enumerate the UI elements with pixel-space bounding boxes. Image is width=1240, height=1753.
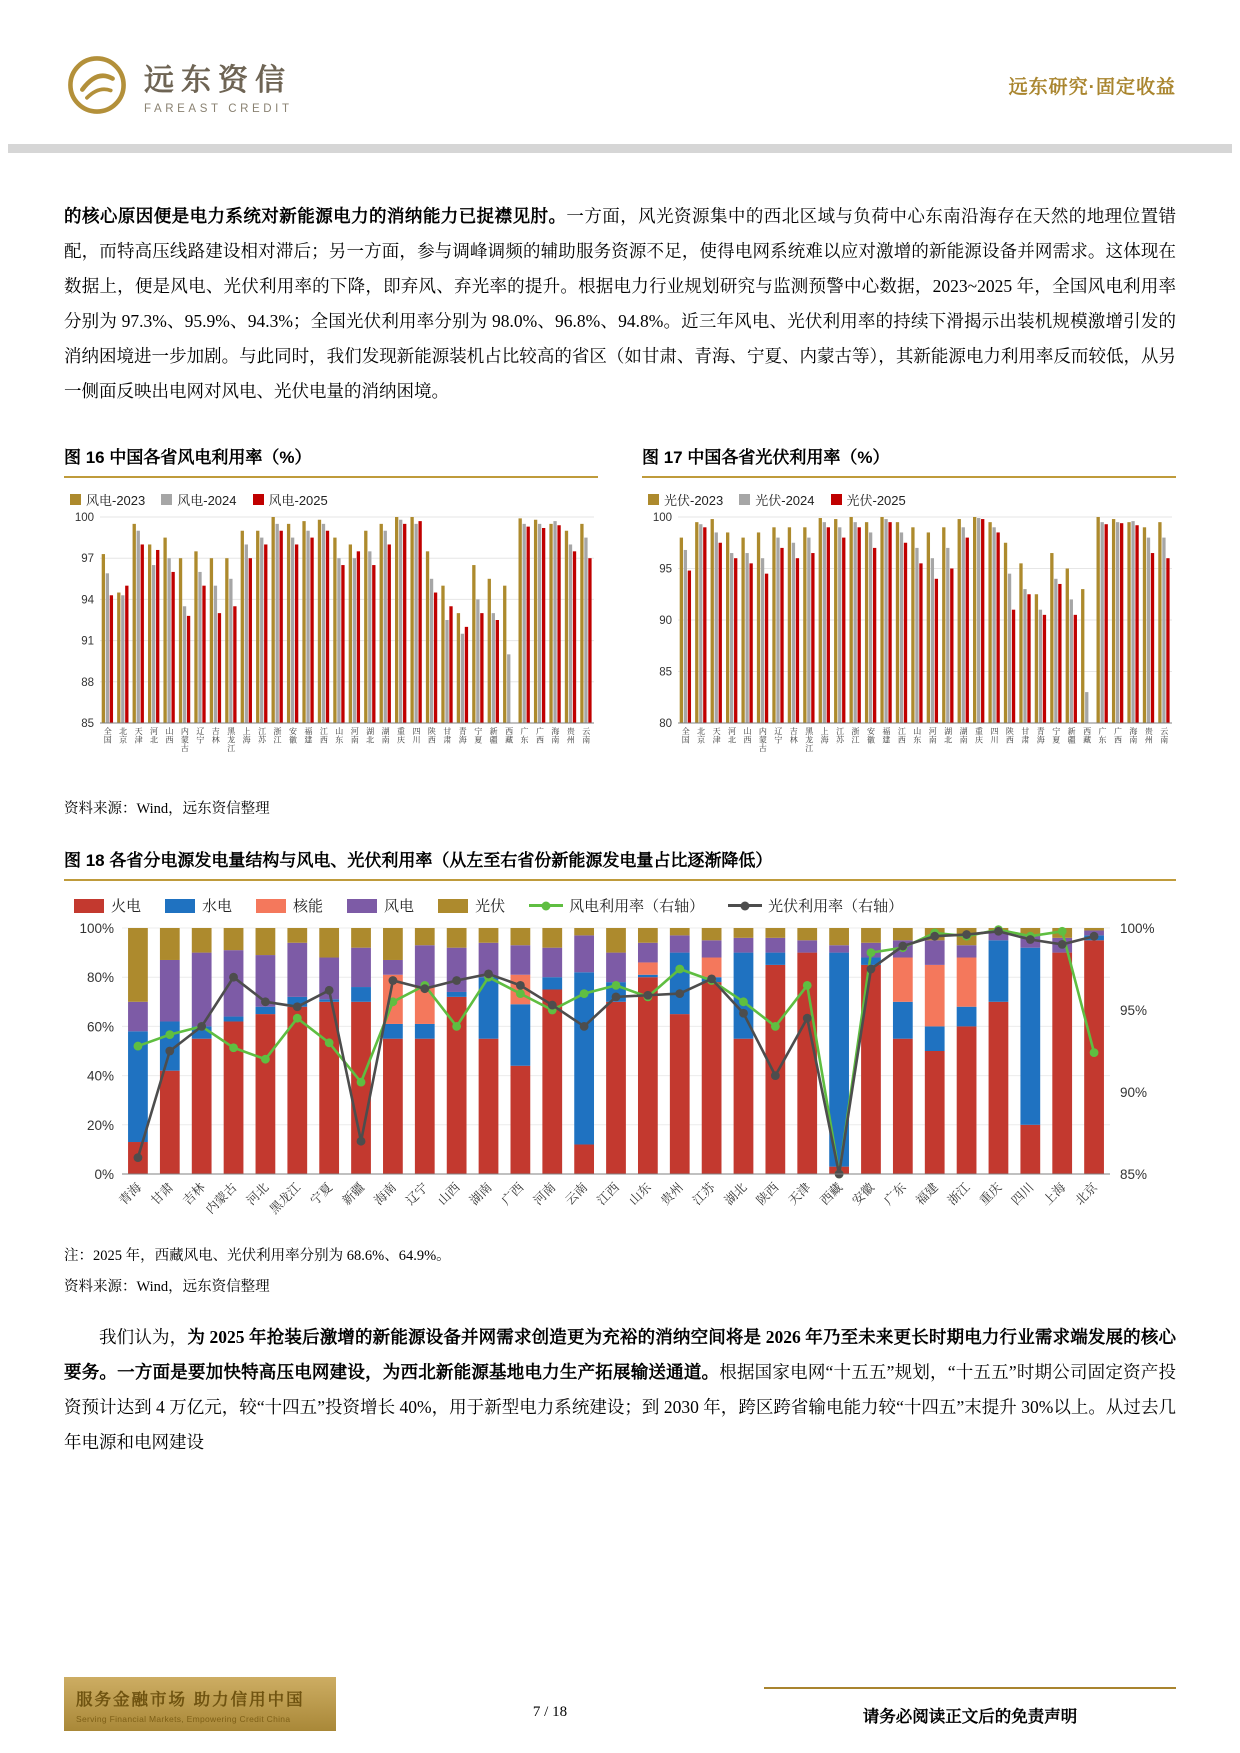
svg-text:山: 山: [743, 727, 752, 736]
svg-text:88: 88: [81, 676, 94, 689]
svg-text:云: 云: [582, 727, 591, 736]
svg-text:江苏: 江苏: [690, 1180, 718, 1208]
svg-text:广: 广: [535, 727, 544, 736]
svg-text:安徽: 安徽: [849, 1180, 878, 1208]
figure-16-title: 图 16 中国各省风电利用率（%）: [64, 443, 598, 478]
svg-text:江: 江: [319, 727, 328, 736]
svg-text:蒙: 蒙: [180, 735, 189, 745]
svg-text:建: 建: [882, 735, 891, 745]
header-series-title: 远东研究·固定收益: [1008, 76, 1176, 98]
svg-text:40%: 40%: [86, 1068, 114, 1084]
svg-text:云: 云: [1160, 727, 1169, 736]
svg-text:西: 西: [1113, 735, 1122, 745]
svg-text:东: 东: [520, 735, 529, 745]
figure-17-chart: [642, 511, 1176, 787]
source-note-1: 资料来源：Wind，远东资信整理: [64, 801, 270, 817]
svg-text:青海: 青海: [116, 1180, 145, 1208]
paragraph-2: [64, 1320, 1176, 1460]
svg-text:吉: 吉: [789, 727, 798, 736]
svg-text:四: 四: [990, 727, 999, 736]
legend-item: [165, 895, 232, 916]
svg-text:京: 京: [697, 735, 706, 745]
figure-17-title: 图 17 中国各省光伏利用率（%）: [642, 443, 1176, 478]
svg-text:西: 西: [1005, 735, 1014, 745]
svg-text:95: 95: [659, 563, 672, 576]
svg-text:南: 南: [551, 735, 560, 745]
legend-item: [739, 490, 814, 509]
svg-text:天: 天: [712, 727, 721, 736]
svg-text:国: 国: [103, 735, 112, 745]
paragraph-1: [64, 199, 1176, 409]
svg-text:疆: 疆: [1067, 735, 1076, 745]
svg-text:夏: 夏: [1052, 735, 1061, 745]
svg-text:内蒙古: 内蒙古: [203, 1180, 240, 1217]
figure-18-note: 注：2025 年，西藏风电、光伏利用率分别为 68.6%、64.9%。: [64, 1248, 451, 1264]
svg-text:100: 100: [652, 512, 672, 524]
svg-text:全: 全: [103, 727, 112, 736]
svg-text:安: 安: [866, 727, 875, 736]
svg-text:河: 河: [728, 727, 737, 736]
svg-text:辽: 辽: [774, 727, 783, 736]
svg-text:江: 江: [227, 744, 236, 754]
page-header: [64, 0, 1176, 118]
disclaimer-text: 请务必阅读正文后的免责声明: [764, 1687, 1176, 1727]
fareast-credit-logo-icon: [64, 52, 130, 118]
logo-text: [144, 55, 293, 115]
svg-text:肃: 肃: [1021, 735, 1030, 745]
svg-text:河: 河: [928, 727, 937, 736]
figure-17-legend: [648, 490, 1176, 509]
paragraph-1-bold: 的核心原因便是电力系统对新能源电力的消纳能力已捉襟见肘。: [64, 206, 567, 226]
svg-text:南: 南: [350, 735, 359, 745]
svg-text:西: 西: [427, 735, 436, 745]
svg-text:江: 江: [805, 744, 814, 754]
svg-text:苏: 苏: [258, 735, 267, 745]
svg-text:河北: 河北: [243, 1180, 272, 1208]
svg-text:85: 85: [659, 666, 672, 679]
svg-text:湖北: 湖北: [722, 1180, 750, 1208]
svg-text:云南: 云南: [562, 1180, 591, 1208]
svg-text:上: 上: [820, 727, 829, 736]
svg-text:东: 东: [1098, 735, 1107, 745]
legend-label: 水电: [202, 898, 233, 915]
source-note-2: 资料来源：Wind，远东资信整理: [64, 1279, 270, 1295]
figure-18: [64, 846, 1176, 1230]
figure-17: [642, 443, 1176, 787]
svg-text:庆: 庆: [975, 735, 984, 745]
svg-text:重: 重: [975, 727, 984, 736]
svg-text:南: 南: [959, 735, 968, 745]
svg-text:陕: 陕: [427, 727, 436, 736]
svg-text:四川: 四川: [1008, 1180, 1037, 1208]
svg-text:徽: 徽: [288, 735, 297, 745]
svg-text:南: 南: [1160, 735, 1169, 745]
svg-text:85: 85: [81, 718, 94, 730]
svg-text:内: 内: [758, 727, 767, 736]
svg-text:海: 海: [458, 735, 467, 745]
svg-text:江: 江: [258, 727, 267, 736]
svg-text:海: 海: [820, 735, 829, 745]
svg-text:北: 北: [119, 727, 128, 736]
svg-text:浙江: 浙江: [945, 1180, 973, 1208]
svg-text:80%: 80%: [86, 970, 114, 986]
svg-text:山西: 山西: [435, 1180, 463, 1208]
logo: [64, 52, 293, 118]
footer-motto-cn: 服务金融市场 助力信用中国: [76, 1691, 305, 1709]
svg-text:20%: 20%: [86, 1117, 114, 1133]
legend-item: [74, 895, 141, 916]
svg-text:宁: 宁: [474, 727, 483, 736]
svg-text:肃: 肃: [443, 735, 452, 745]
svg-text:南: 南: [381, 735, 390, 745]
svg-text:江: 江: [273, 735, 282, 745]
svg-text:湖: 湖: [366, 727, 375, 736]
svg-text:江西: 江西: [594, 1180, 623, 1208]
svg-text:天: 天: [134, 727, 143, 736]
svg-text:福建: 福建: [913, 1180, 941, 1208]
svg-text:广: 广: [1098, 727, 1107, 736]
svg-text:西: 西: [319, 735, 328, 745]
svg-text:古: 古: [758, 744, 767, 754]
svg-text:湖: 湖: [959, 727, 968, 736]
svg-text:建: 建: [304, 735, 313, 745]
svg-text:西: 西: [165, 735, 174, 745]
svg-text:徽: 徽: [866, 735, 875, 745]
svg-text:藏: 藏: [1083, 735, 1092, 745]
svg-text:陕西: 陕西: [753, 1180, 782, 1208]
svg-text:藏: 藏: [505, 735, 514, 745]
svg-text:川: 川: [990, 735, 999, 745]
figure-16-legend: [70, 490, 598, 509]
svg-text:古: 古: [180, 744, 189, 754]
svg-text:全: 全: [681, 727, 690, 736]
svg-text:河南: 河南: [530, 1180, 559, 1208]
svg-text:100: 100: [74, 512, 94, 524]
svg-text:京: 京: [119, 735, 128, 745]
figure-row: [64, 443, 1176, 787]
svg-text:川: 川: [412, 735, 421, 745]
svg-text:95%: 95%: [1120, 1003, 1148, 1018]
svg-text:庆: 庆: [397, 735, 406, 745]
svg-text:夏: 夏: [474, 735, 483, 745]
svg-text:广东: 广东: [881, 1180, 909, 1208]
figure-18-chart: [64, 920, 1176, 1230]
svg-text:广: 广: [520, 727, 529, 736]
svg-text:疆: 疆: [489, 735, 498, 745]
svg-text:新: 新: [489, 727, 498, 736]
svg-text:山: 山: [335, 727, 344, 736]
footer-motto-plaque: [64, 1677, 336, 1731]
svg-text:江: 江: [897, 727, 906, 736]
svg-text:江: 江: [836, 727, 845, 736]
svg-text:山: 山: [165, 727, 174, 736]
svg-text:贵: 贵: [1144, 727, 1153, 736]
svg-text:浙: 浙: [273, 727, 282, 736]
svg-text:西: 西: [897, 735, 906, 745]
legend-label: 光伏利用率（右轴）: [768, 898, 904, 915]
svg-text:北: 北: [366, 735, 375, 745]
svg-text:黑: 黑: [805, 727, 814, 736]
svg-text:浙: 浙: [851, 727, 860, 736]
legend-item: [253, 490, 328, 509]
legend-item: [728, 895, 903, 916]
svg-text:吉: 吉: [211, 727, 220, 736]
legend-item: [529, 895, 704, 916]
svg-text:100%: 100%: [79, 921, 114, 936]
svg-text:山东: 山东: [626, 1180, 654, 1208]
svg-text:新疆: 新疆: [339, 1180, 368, 1208]
svg-text:天津: 天津: [785, 1180, 814, 1208]
svg-text:青: 青: [458, 727, 467, 736]
page-footer: [64, 1677, 1176, 1731]
figure-18-title: 图 18 各省分电源发电量结构与风电、光伏利用率（从左至右省份新能源发电量占比逐渐降低）: [64, 846, 1176, 881]
svg-text:林: 林: [789, 735, 798, 745]
svg-text:辽: 辽: [196, 727, 205, 736]
svg-text:广西: 广西: [498, 1180, 527, 1208]
svg-text:甘: 甘: [1021, 727, 1030, 736]
svg-text:黑龙江: 黑龙江: [266, 1180, 304, 1217]
svg-text:西: 西: [1083, 727, 1092, 736]
svg-text:福: 福: [304, 727, 313, 736]
svg-text:广: 广: [1113, 727, 1122, 736]
svg-text:91: 91: [81, 635, 94, 648]
legend-label: 光伏: [475, 898, 506, 915]
svg-text:四: 四: [412, 727, 421, 736]
svg-text:龙: 龙: [227, 735, 236, 745]
svg-text:津: 津: [134, 735, 143, 745]
svg-text:林: 林: [211, 735, 220, 745]
svg-text:津: 津: [712, 735, 721, 745]
svg-text:甘肃: 甘肃: [148, 1180, 176, 1208]
svg-text:湖南: 湖南: [467, 1180, 495, 1208]
svg-text:宁: 宁: [774, 735, 783, 745]
svg-text:0%: 0%: [94, 1167, 114, 1182]
svg-text:安: 安: [288, 727, 297, 736]
svg-text:北: 北: [944, 735, 953, 745]
svg-text:南: 南: [1129, 735, 1138, 745]
svg-text:海: 海: [1129, 727, 1138, 736]
svg-text:上: 上: [242, 727, 251, 736]
legend-item: [648, 490, 723, 509]
paragraph-2-bold: 为 2025 年抢装后激增的新能源设备并网需求创造更为充裕的消纳空间将是 2026 年乃至未来更长时期电力行业需求端发展的核心要务。一方面是要加快特高压电网建设，为西北新能源基地电力生产拓展输送通道。: [64, 1327, 1177, 1382]
legend-label: 光伏-2024: [755, 493, 815, 508]
svg-text:海: 海: [551, 727, 560, 736]
svg-text:100%: 100%: [1120, 921, 1155, 936]
legend-item: [256, 895, 323, 916]
legend-item: [347, 895, 414, 916]
svg-text:福: 福: [882, 727, 891, 736]
svg-text:湖: 湖: [381, 727, 390, 736]
legend-item: [161, 490, 236, 509]
legend-item: [70, 490, 145, 509]
svg-text:州: 州: [566, 735, 575, 745]
svg-text:蒙: 蒙: [758, 735, 767, 745]
svg-text:60%: 60%: [86, 1019, 114, 1035]
svg-text:东: 东: [335, 735, 344, 745]
svg-text:西藏: 西藏: [817, 1180, 846, 1208]
legend-label: 风电利用率（右轴）: [569, 898, 705, 915]
svg-text:甘: 甘: [443, 727, 452, 736]
svg-text:94: 94: [81, 594, 94, 607]
svg-text:海南: 海南: [371, 1180, 400, 1208]
paragraph-2-intro: 我们认为，: [99, 1327, 188, 1347]
header-divider: [8, 144, 1232, 153]
legend-label: 光伏-2023: [664, 493, 724, 508]
svg-text:北: 北: [728, 735, 737, 745]
svg-text:宁: 宁: [196, 735, 205, 745]
svg-text:北京: 北京: [1072, 1180, 1101, 1208]
page-number: 7 / 18: [532, 1704, 568, 1720]
svg-text:90%: 90%: [1120, 1085, 1148, 1100]
logo-name-cn: 远东资信: [144, 64, 292, 97]
legend-label: 火电: [111, 898, 142, 915]
paragraph-2-rest: 根据国家电网“十五五”规划，“十五五”时期公司固定资产投资预计达到 4 万亿元，较“十四五”投资增长 40%，用于新型电力系统建设；到 2030 年，跨区跨省输电能力较“十四五”末提升 30%以上。从过去几年电源和电网建设: [64, 1362, 1176, 1452]
svg-text:贵: 贵: [566, 727, 575, 736]
svg-text:贵州: 贵州: [658, 1180, 686, 1208]
svg-text:西: 西: [535, 735, 544, 745]
svg-text:宁夏: 宁夏: [307, 1180, 336, 1208]
legend-label: 风电-2023: [86, 493, 146, 508]
svg-text:西: 西: [743, 735, 752, 745]
legend-item: [438, 895, 505, 916]
svg-text:陕: 陕: [1005, 727, 1014, 736]
paragraph-1-text: 一方面，风光资源集中的西北区域与负荷中心东南沿海存在天然的地理位置错配，而特高压线路建设相对滞后；另一方面，参与调峰调频的辅助服务资源不足，使得电网系统难以应对激增的新能源设备并网需求。这体现在数据上，便是风电、光伏利用率的下降，即弃风、弃光率的提升。根据电力行业规划研究与监测预警中心数据，2023~2025 年，全国风电利用率分别为 97.3%、95.9%、94.3%；全国光伏利用率分别为 98.0%、96.8%、94.8%。近三年风电、光伏利用率的持续下滑揭示出装机规模激增引发的消纳困境进一步加剧。与此同时，我们发现新能源装机占比较高的省区（如甘肃、青海、宁夏、内蒙古等），其新能源电力利用率反而较低，从另一侧面反映出电网对风电、光伏电量的消纳困境。: [64, 206, 1177, 401]
svg-text:青: 青: [1036, 727, 1045, 736]
svg-text:龙: 龙: [805, 735, 814, 745]
svg-text:辽宁: 辽宁: [403, 1180, 431, 1208]
svg-text:90: 90: [659, 615, 672, 627]
svg-text:山: 山: [913, 727, 922, 736]
svg-text:州: 州: [1144, 735, 1153, 745]
svg-text:国: 国: [681, 735, 690, 745]
svg-text:西: 西: [505, 727, 514, 736]
legend-label: 核能: [293, 898, 324, 915]
svg-text:南: 南: [928, 735, 937, 745]
svg-text:80: 80: [659, 718, 672, 730]
legend-label: 风电-2024: [177, 493, 237, 508]
svg-text:吉林: 吉林: [180, 1180, 208, 1208]
svg-text:97: 97: [81, 553, 94, 566]
legend-label: 光伏-2025: [846, 493, 906, 508]
svg-text:海: 海: [1036, 735, 1045, 745]
svg-text:江: 江: [851, 735, 860, 745]
svg-text:河: 河: [150, 727, 159, 736]
legend-label: 风电-2025: [268, 493, 328, 508]
svg-text:海: 海: [242, 735, 251, 745]
legend-item: [831, 490, 906, 509]
svg-text:苏: 苏: [836, 735, 845, 745]
svg-text:湖: 湖: [944, 727, 953, 736]
legend-label: 风电: [384, 898, 415, 915]
svg-text:河: 河: [350, 727, 359, 736]
svg-text:重庆: 重庆: [976, 1180, 1005, 1208]
figure-16-chart: [64, 511, 598, 787]
svg-text:北: 北: [697, 727, 706, 736]
svg-text:黑: 黑: [227, 727, 236, 736]
svg-text:宁: 宁: [1052, 727, 1061, 736]
svg-text:内: 内: [180, 727, 189, 736]
figure-18-legend: [74, 895, 1176, 916]
figure-16: [64, 443, 598, 787]
logo-name-en: FAREAST CREDIT: [144, 103, 293, 115]
svg-text:重: 重: [397, 727, 406, 736]
svg-text:北: 北: [150, 735, 159, 745]
svg-text:南: 南: [582, 735, 591, 745]
svg-text:85%: 85%: [1120, 1167, 1148, 1182]
svg-text:东: 东: [913, 735, 922, 745]
svg-text:上海: 上海: [1040, 1180, 1069, 1208]
svg-text:新: 新: [1067, 727, 1076, 736]
footer-motto-en: Serving Financial Markets, Empowering Credit China: [76, 1714, 291, 1724]
